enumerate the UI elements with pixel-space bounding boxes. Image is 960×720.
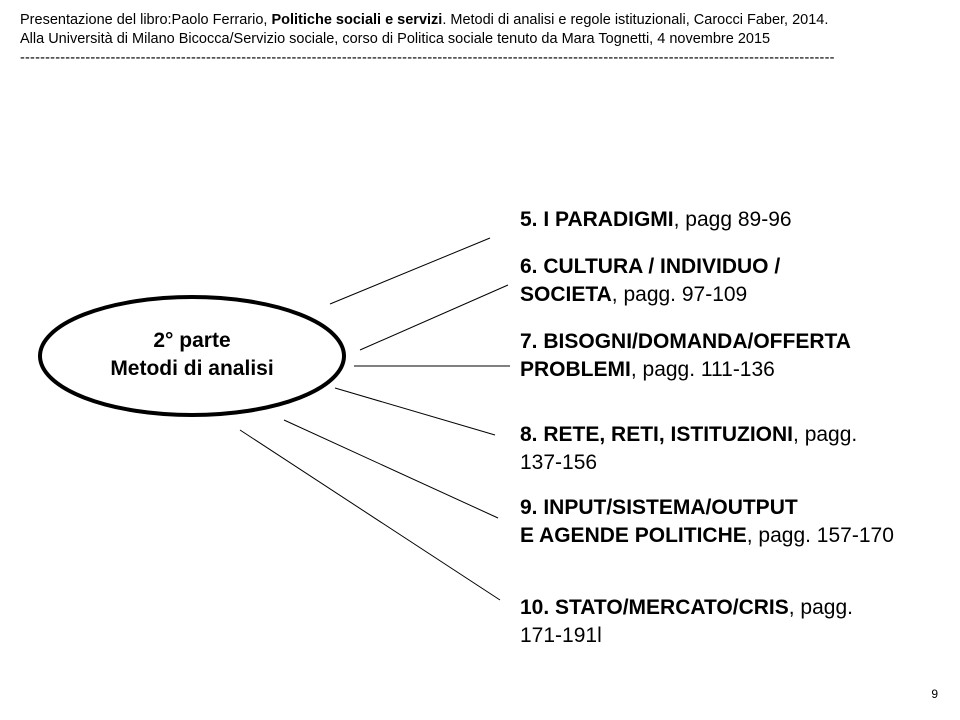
chapter-title: 5. I PARADIGMI <box>520 208 674 231</box>
chapter-title-cont: E AGENDE POLITICHE <box>520 524 747 547</box>
central-topic-line-1: 2° parte <box>153 329 231 352</box>
chapter-title: 8. RETE, RETI, ISTITUZIONI <box>520 423 794 446</box>
connector-line-6 <box>240 430 500 600</box>
central-topic <box>52 327 332 383</box>
chapter-title: 9. INPUT/SISTEMA/OUTPUT <box>520 496 798 519</box>
chapter-pages-cont: 171-191l <box>520 624 602 647</box>
chapter-pages: , pagg. 111-136 <box>630 358 775 381</box>
chapter-pages: , pagg. <box>788 596 853 619</box>
chapter-title: 7. BISOGNI/DOMANDA/OFFERTA <box>520 330 851 353</box>
header-separator: ------------------------------------------------------------------------------------------------------------------------------------------------------------------ <box>20 50 835 66</box>
page-number: 9 <box>931 687 938 701</box>
header-line-1-suffix: . Metodi di analisi e regole istituzionali, Carocci Faber, 2014. <box>442 12 829 28</box>
connector-line-2 <box>360 285 508 350</box>
connector-line-1 <box>330 238 490 304</box>
chapter-pages: , pagg. <box>793 423 858 446</box>
header-line-1-prefix: Presentazione del libro:Paolo Ferrario, <box>20 12 272 28</box>
book-title: Politiche sociali e servizi <box>271 12 443 28</box>
chapter-pages: , pagg. 97-109 <box>611 283 748 306</box>
chapter-pages-cont: 137-156 <box>520 451 598 474</box>
chapter-item-8 <box>520 421 857 477</box>
chapter-title: 10. STATO/MERCATO/CRIS <box>520 596 789 619</box>
chapter-item-9 <box>520 494 894 550</box>
connector-line-5 <box>284 420 498 518</box>
chapter-item-10 <box>520 594 853 650</box>
connector-line-4 <box>335 388 495 435</box>
chapter-item-7 <box>520 328 851 384</box>
header-line-2: Alla Università di Milano Bicocca/Servizio sociale, corso di Politica sociale tenuto da Mara Tognetti, 4 novembre 2015 <box>20 31 771 47</box>
chapter-item-5 <box>520 206 792 234</box>
chapter-pages: , pagg. 157-170 <box>746 524 894 547</box>
central-topic-line-2: Metodi di analisi <box>110 357 274 380</box>
chapter-item-6 <box>520 253 780 309</box>
chapter-title-cont: SOCIETA <box>520 283 612 306</box>
chapter-title: 6. CULTURA / INDIVIDUO / <box>520 255 781 278</box>
chapter-title-cont: PROBLEMI <box>520 358 631 381</box>
chapter-pages: , pagg 89-96 <box>673 208 792 231</box>
